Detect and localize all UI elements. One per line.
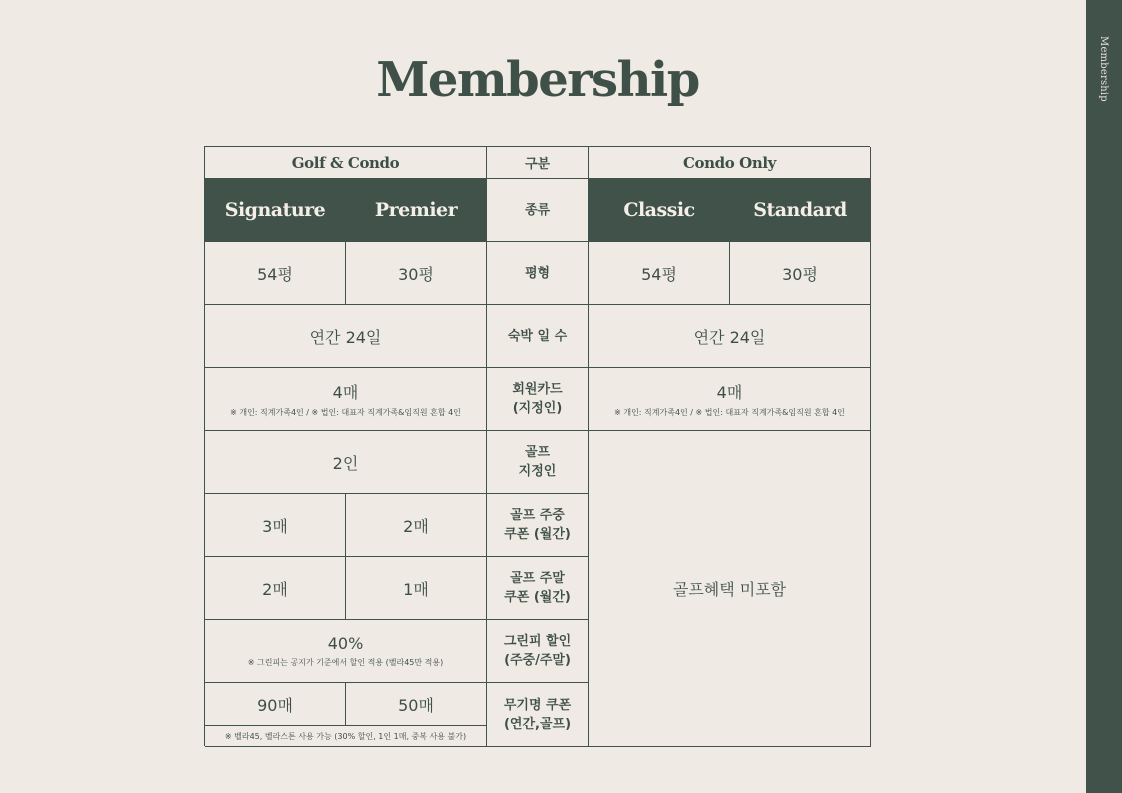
- type-standard: Standard: [730, 179, 871, 242]
- weekend-coupon-label-line2: 쿠폰 (월간): [504, 590, 571, 605]
- weekend-coupon-label: [487, 557, 589, 620]
- weekday-coupon-label-line2: 쿠폰 (월간): [504, 527, 571, 542]
- anonymous-coupon-label-line1: 무기명 쿠폰: [503, 697, 572, 713]
- golf-condo-header: Golf & Condo: [205, 147, 487, 179]
- size-classic: 54평: [589, 242, 730, 305]
- anonymous-coupon-premier: 50매: [346, 683, 487, 726]
- weekday-coupon-signature: 3매: [205, 494, 346, 557]
- condo-only-header: Condo Only: [589, 147, 871, 179]
- size-standard: 30평: [730, 242, 871, 305]
- anonymous-coupon-label-line2: (연간,골프): [503, 716, 572, 732]
- anonymous-coupon-note: ※ 벨라45, 벨라스톤 사용 가능 (30% 할인, 1인 1매, 중복 사용 불가): [205, 726, 487, 747]
- weekday-coupon-premier: 2매: [346, 494, 487, 557]
- card-condo-only-note: ※ 개인: 직계가족4인 / ※ 법인: 대표자 직계가족&임직원 혼합 4인: [614, 408, 845, 417]
- stay-condo-only: 연간 24일: [589, 305, 871, 368]
- weekday-coupon-label: [487, 494, 589, 557]
- type-classic: Classic: [589, 179, 730, 242]
- green-fee-note: ※ 그린피는 공지가 기준에서 할인 적용 (벨라45만 적용): [247, 658, 444, 667]
- weekend-coupon-label-line1: 골프 주말: [510, 571, 565, 586]
- page-title: Membership: [376, 52, 699, 108]
- category-header: 구분: [487, 147, 589, 179]
- weekend-coupon-premier: 1매: [346, 557, 487, 620]
- golf-designee-value: 2인: [205, 431, 487, 494]
- green-fee-golf-condo: [205, 620, 487, 683]
- card-condo-only-value: 4매: [716, 383, 743, 402]
- green-fee-value: 40%: [327, 634, 364, 653]
- card-golf-condo-value: 4매: [332, 383, 359, 402]
- card-label-line2: (지정인): [512, 401, 563, 416]
- golf-designee-label-line1: 골프: [524, 445, 551, 460]
- anonymous-coupon-signature: 90매: [205, 683, 346, 726]
- anonymous-coupon-label: [487, 683, 589, 747]
- type-premier: Premier: [346, 179, 487, 242]
- condo-golf-not-included: 골프혜택 미포함: [589, 431, 871, 747]
- weekday-coupon-label-line1: 골프 주중: [510, 508, 565, 523]
- membership-table: [204, 146, 870, 746]
- card-label-line1: 회원카드: [512, 382, 563, 397]
- green-fee-label: [487, 620, 589, 683]
- golf-designee-label-line2: 지정인: [518, 464, 557, 479]
- type-signature: Signature: [205, 179, 346, 242]
- side-section-label: Membership: [1098, 36, 1109, 102]
- type-label: 종류: [487, 179, 589, 242]
- size-signature: 54평: [205, 242, 346, 305]
- card-condo-only: [589, 368, 871, 431]
- size-label: 평형: [487, 242, 589, 305]
- stay-label: 숙박 일 수: [487, 305, 589, 368]
- card-golf-condo: [205, 368, 487, 431]
- card-label: [487, 368, 589, 431]
- card-golf-condo-note: ※ 개인: 직계가족4인 / ※ 법인: 대표자 직계가족&임직원 혼합 4인: [230, 408, 461, 417]
- green-fee-label-line1: 그린피 할인: [503, 634, 572, 649]
- stay-golf-condo: 연간 24일: [205, 305, 487, 368]
- size-premier: 30평: [346, 242, 487, 305]
- weekend-coupon-signature: 2매: [205, 557, 346, 620]
- green-fee-label-line2: (주중/주말): [504, 653, 571, 668]
- side-band: [1086, 0, 1122, 793]
- golf-designee-label: [487, 431, 589, 494]
